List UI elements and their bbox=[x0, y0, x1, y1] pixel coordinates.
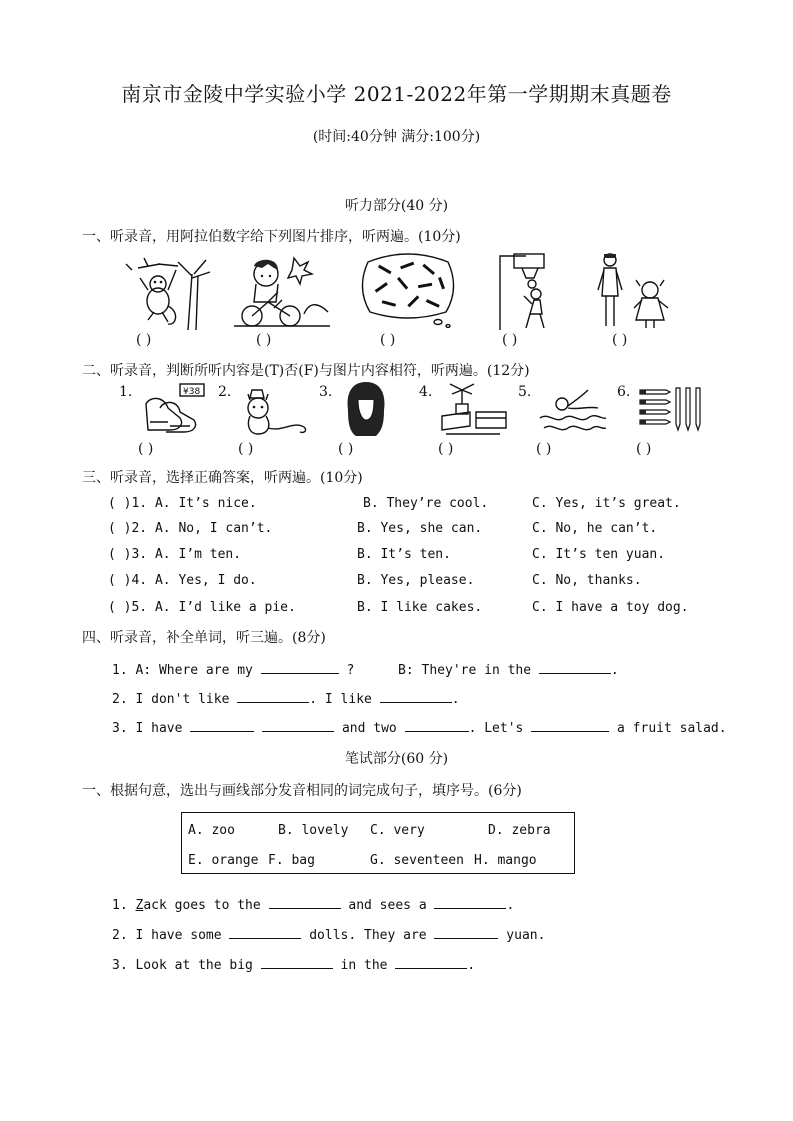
fill-blank[interactable] bbox=[261, 661, 339, 674]
answer-blank[interactable]: ( ) bbox=[338, 441, 354, 457]
cat-picture bbox=[238, 382, 310, 438]
section4-heading: 四、听录音，补全单词，听三遍。(8分) bbox=[82, 630, 326, 646]
fill-blank[interactable] bbox=[229, 926, 301, 939]
fill-line-2 bbox=[112, 690, 460, 707]
fill-text: ? bbox=[346, 663, 355, 678]
basketball-picture bbox=[490, 252, 556, 330]
fill-line-3 bbox=[112, 719, 727, 736]
answer-blank[interactable]: ( ) bbox=[502, 332, 518, 348]
sentence-text: in the bbox=[340, 958, 388, 973]
fill-text: . Let's bbox=[468, 721, 524, 736]
choice-option-b: B. They’re cool. bbox=[363, 496, 489, 511]
sentence-text: and sees a bbox=[348, 898, 427, 913]
word-option: E. orange bbox=[188, 853, 259, 868]
sentence-text: dolls. They are bbox=[309, 928, 427, 943]
sofa-plant-picture bbox=[440, 382, 510, 438]
choice-option-b: B. I like cakes. bbox=[357, 600, 483, 615]
choice-option-c: C. It’s ten yuan. bbox=[532, 547, 666, 562]
listening-part-title: 听力部分(40 分) bbox=[344, 198, 449, 214]
answer-blank[interactable]: ( ) bbox=[256, 332, 272, 348]
word-option: C. very bbox=[370, 823, 425, 838]
choice-option-c: C. No, he can’t. bbox=[532, 521, 658, 536]
fill-text: B: They're in the bbox=[398, 663, 532, 678]
price-tag-text: ¥38 bbox=[183, 387, 201, 397]
answer-blank[interactable]: ( ) bbox=[136, 332, 152, 348]
fill-text: . bbox=[451, 692, 460, 707]
underlined-letter: Z bbox=[135, 898, 144, 913]
fill-text: . bbox=[610, 663, 619, 678]
word-option: B. lovely bbox=[278, 823, 349, 838]
crayons-bubble-picture bbox=[356, 252, 460, 328]
choice-option-b: B. Yes, she can. bbox=[357, 521, 483, 536]
sentence-1 bbox=[112, 896, 514, 913]
fill-text: a fruit salad. bbox=[617, 721, 727, 736]
choice-option-c: C. No, thanks. bbox=[532, 573, 642, 588]
sentence-text: . bbox=[506, 898, 515, 913]
sentence-number: 1. bbox=[112, 898, 128, 913]
fill-blank[interactable] bbox=[434, 896, 506, 909]
sentence-text: yuan. bbox=[506, 928, 546, 943]
choice-question: ( )2. A. No, I can’t. bbox=[108, 521, 273, 536]
choice-question: ( )1. A. It’s nice. bbox=[108, 496, 257, 511]
fill-line-1 bbox=[112, 661, 619, 678]
page-subtitle: (时间:40分钟 满分:100分) bbox=[312, 129, 481, 145]
choice-option-c: C. Yes, it’s great. bbox=[532, 496, 681, 511]
fill-blank[interactable] bbox=[539, 661, 611, 674]
section2-heading: 二、听录音，判断所听内容是(T)否(F)与图片内容相符，听两遍。(12分) bbox=[82, 363, 530, 379]
fill-text: . I like bbox=[309, 692, 372, 707]
item-number: 6. bbox=[617, 384, 631, 400]
page-title: 南京市金陵中学实验小学 2021-2022年第一学期期末真题卷 bbox=[121, 82, 672, 106]
section3-heading: 三、听录音，选择正确答案，听两遍。(10分) bbox=[82, 470, 363, 486]
sentence-text: . bbox=[467, 958, 476, 973]
word-option: A. zoo bbox=[188, 823, 235, 838]
choice-question: ( )4. A. Yes, I do. bbox=[108, 573, 257, 588]
swimming-picture bbox=[538, 384, 608, 434]
answer-blank[interactable]: ( ) bbox=[536, 441, 552, 457]
item-number: 4. bbox=[419, 384, 433, 400]
fill-blank[interactable] bbox=[380, 690, 452, 703]
fill-text: 1. A: Where are my bbox=[112, 663, 253, 678]
sentence-text: 2. I have some bbox=[112, 928, 222, 943]
word-option: H. mango bbox=[474, 853, 537, 868]
item-number: 2. bbox=[218, 384, 232, 400]
choice-question: ( )3. A. I’m ten. bbox=[108, 547, 242, 562]
item-number: 5. bbox=[518, 384, 532, 400]
fill-text: 2. I don't like bbox=[112, 692, 230, 707]
choice-option-c: C. I have a toy dog. bbox=[532, 600, 689, 615]
sentence-text: 3. Look at the big bbox=[112, 958, 253, 973]
monkey-tree-picture bbox=[118, 254, 212, 330]
fill-blank[interactable] bbox=[190, 719, 254, 732]
word-option: D. zebra bbox=[488, 823, 551, 838]
item-number: 1. bbox=[119, 384, 133, 400]
item-number: 3. bbox=[319, 384, 333, 400]
sentence-2 bbox=[112, 926, 545, 943]
answer-blank[interactable]: ( ) bbox=[636, 441, 652, 457]
choice-question: ( )5. A. I’d like a pie. bbox=[108, 600, 296, 615]
fill-blank[interactable] bbox=[237, 690, 309, 703]
writing-section1-heading: 一、根据句意，选出与画线部分发音相同的词完成句子，填序号。(6分) bbox=[82, 783, 522, 799]
choice-option-b: B. Yes, please. bbox=[357, 573, 475, 588]
fill-blank[interactable] bbox=[269, 896, 341, 909]
fill-blank[interactable] bbox=[395, 956, 467, 969]
answer-blank[interactable]: ( ) bbox=[612, 332, 628, 348]
fill-blank[interactable] bbox=[405, 719, 469, 732]
answer-blank[interactable]: ( ) bbox=[138, 441, 154, 457]
long-hair-picture bbox=[344, 380, 388, 438]
section1-heading: 一、听录音，用阿拉伯数字给下列图片排序，听两遍。(10分) bbox=[82, 229, 461, 245]
answer-blank[interactable]: ( ) bbox=[380, 332, 396, 348]
man-girl-picture bbox=[596, 250, 674, 330]
fill-text: 3. I have bbox=[112, 721, 183, 736]
writing-part-title: 笔试部分(60 分) bbox=[344, 751, 449, 767]
fill-blank[interactable] bbox=[531, 719, 609, 732]
fill-blank[interactable] bbox=[262, 719, 334, 732]
sentence-3 bbox=[112, 956, 475, 973]
pencils-picture bbox=[638, 384, 704, 434]
fill-blank[interactable] bbox=[261, 956, 333, 969]
choice-option-b: B. It’s ten. bbox=[357, 547, 451, 562]
fill-text: and two bbox=[341, 721, 397, 736]
word-option: G. seventeen bbox=[370, 853, 464, 868]
shoes-price-picture bbox=[140, 382, 208, 438]
answer-blank[interactable]: ( ) bbox=[238, 441, 254, 457]
word-option: F. bag bbox=[268, 853, 315, 868]
sentence-text: ack goes to the bbox=[143, 898, 261, 913]
boy-bicycle-picture bbox=[234, 252, 330, 330]
fill-blank[interactable] bbox=[434, 926, 498, 939]
answer-blank[interactable]: ( ) bbox=[438, 441, 454, 457]
